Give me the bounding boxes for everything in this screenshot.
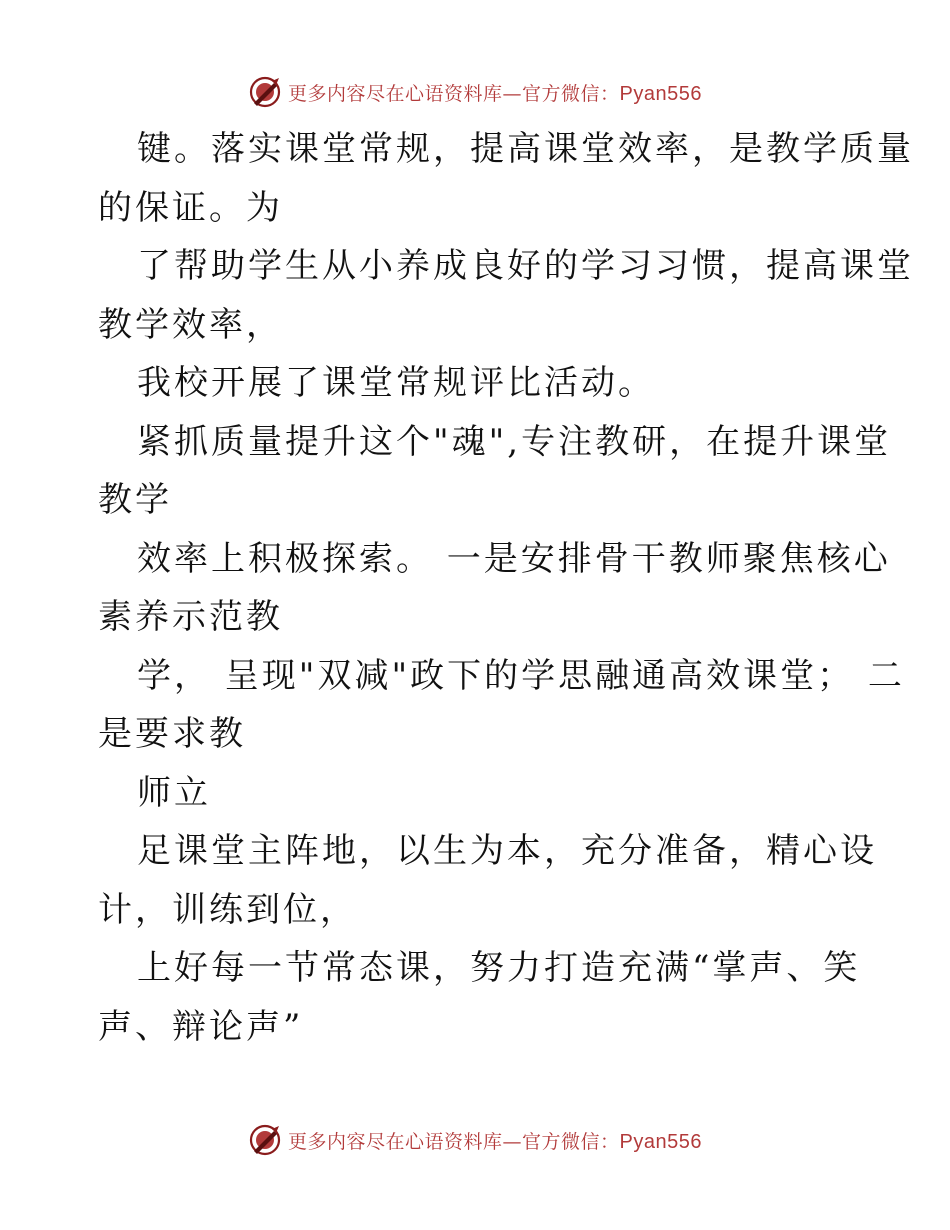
quill-seal-logo-icon xyxy=(248,1123,282,1157)
quill-seal-logo-icon xyxy=(248,75,282,109)
footer-watermark-banner xyxy=(0,1120,950,1160)
document-body xyxy=(98,120,914,1056)
body-line: 的保证。为 xyxy=(98,187,283,228)
footer-banner-handle: Pyan556 xyxy=(619,1130,702,1153)
body-line: 上好每一节常态课，努力打造充满“掌声、笑 xyxy=(137,948,861,988)
body-line: 了帮助学生从小养成良好的学习习惯，提高课堂 xyxy=(137,246,914,286)
body-line: 师立 xyxy=(137,772,211,813)
body-line: 素养示范教 xyxy=(98,597,283,637)
body-line: 我校开展了课堂常规评比活动。 xyxy=(137,363,655,403)
body-line: 紧抓质量提升这个"魂",专注教研，在提升课堂 xyxy=(137,421,892,462)
body-line: 教学效率， xyxy=(98,304,283,345)
body-line: 效率上积极探索。 一是安排骨干教师聚焦核心 xyxy=(137,538,891,579)
body-line: 学， 呈现"双减"政下的学思融通高效课堂； 二 xyxy=(137,655,905,696)
header-banner-handle: Pyan556 xyxy=(619,82,702,105)
body-line: 声、辩论声” xyxy=(98,1006,304,1047)
body-line: 键。落实课堂常规，提高课堂效率，是教学质量 xyxy=(137,129,914,169)
header-banner-text: 更多内容尽在心语资料库—官方微信：Pyan556 xyxy=(288,82,702,105)
body-line: 教学 xyxy=(98,480,172,520)
body-line: 足课堂主阵地，以生为本，充分准备，精心设 xyxy=(137,831,877,871)
footer-banner-text: 更多内容尽在心语资料库—官方微信：Pyan556 xyxy=(288,1130,702,1153)
body-line: 是要求教 xyxy=(98,714,246,754)
header-watermark-banner xyxy=(0,72,950,112)
body-line: 计，训练到位， xyxy=(98,889,357,930)
